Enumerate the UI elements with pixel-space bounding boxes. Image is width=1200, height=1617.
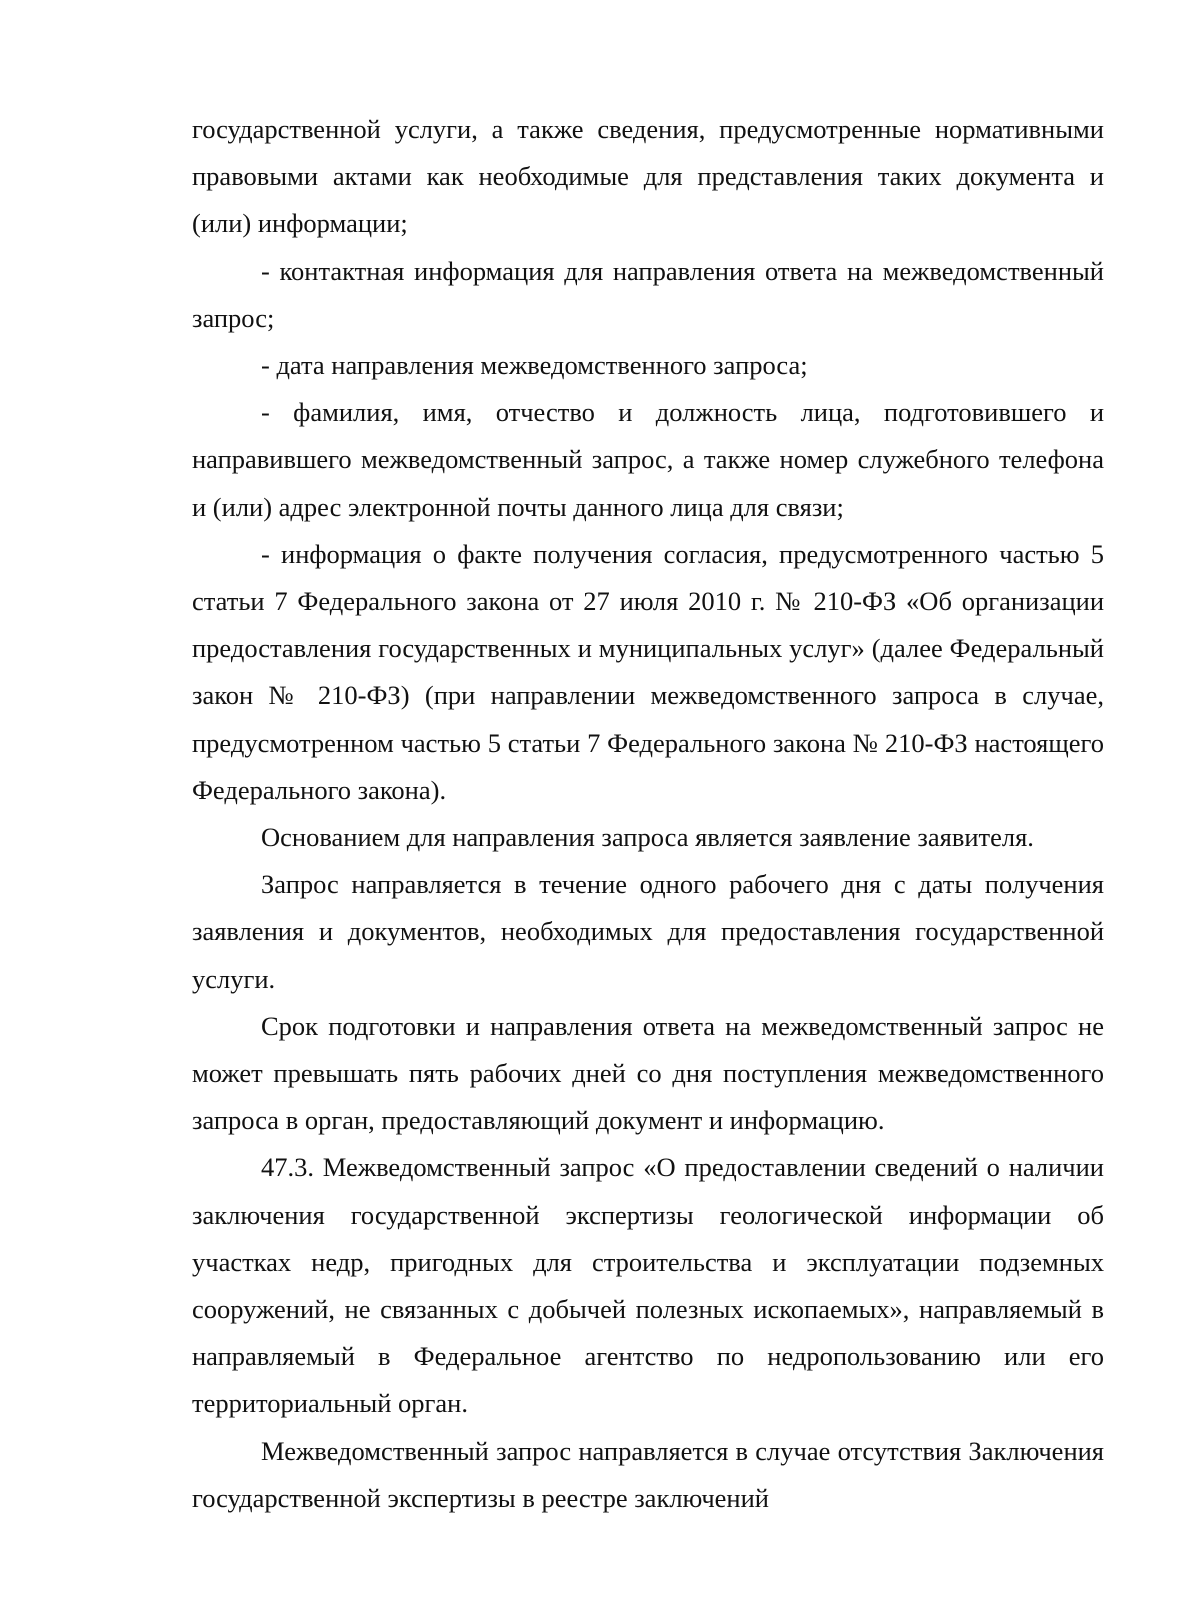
paragraph-continuation: государственной услуги, а также сведения, предусмотренные нормативными правовыми актами как необходимые для представления таких документа и (или) информации; [192,114,1104,239]
paragraph-request-deadline: Запрос направляется в течение одного рабочего дня с даты получения заявления и документов, необходимых для предоставления государственной услуги. [192,869,1104,994]
paragraph-responsible-person: - фамилия, имя, отчество и должность лица, подготовившего и направившего межведомственный запрос, а также номер служебного телефона и (или) адрес электронной почты данного лица для связи; [192,397,1104,522]
paragraph-request-condition: Межведомственный запрос направляется в случае отсутствия Заключения государственной экспертизы в реестре заключений [192,1435,1104,1513]
paragraph-section-47-3: 47.3. Межведомственный запрос «О предоставлении сведений о наличии заключения государственной экспертизы геологической информации об участках недр, пригодных для строительства и эксплуатации подземных сооружений, не связанных с добычей полезных ископаемых», направляемый в направляемый в Федеральное агентство по недропользованию или его территориальный орган. [192,1152,1104,1419]
paragraph-request-basis: Основанием для направления запроса является заявление заявителя. [261,822,1034,853]
document-body [192,106,1104,1522]
paragraph-contact-info: - контактная информация для направления ответа на межведомственный запрос; [192,255,1104,333]
paragraph-request-date: - дата направления межведомственного запроса; [261,350,808,381]
paragraph-consent-info: - информация о факте получения согласия, предусмотренного частью 5 статьи 7 Федерального закона от 27 июля 2010 г. № 210-ФЗ «Об организации предоставления государственных и муниципальных услуг» (далее Федеральный закон № 210-ФЗ) (при направлении межведомственного запроса в случае, предусмотренном частью 5 статьи 7 Федерального закона № 210-ФЗ настоящего Федерального закона). [192,538,1104,805]
paragraph-response-deadline: Срок подготовки и направления ответа на межведомственный запрос не может превышать пять рабочих дней со дня поступления межведомственного запроса в орган, предоставляющий документ и информацию. [192,1010,1104,1136]
